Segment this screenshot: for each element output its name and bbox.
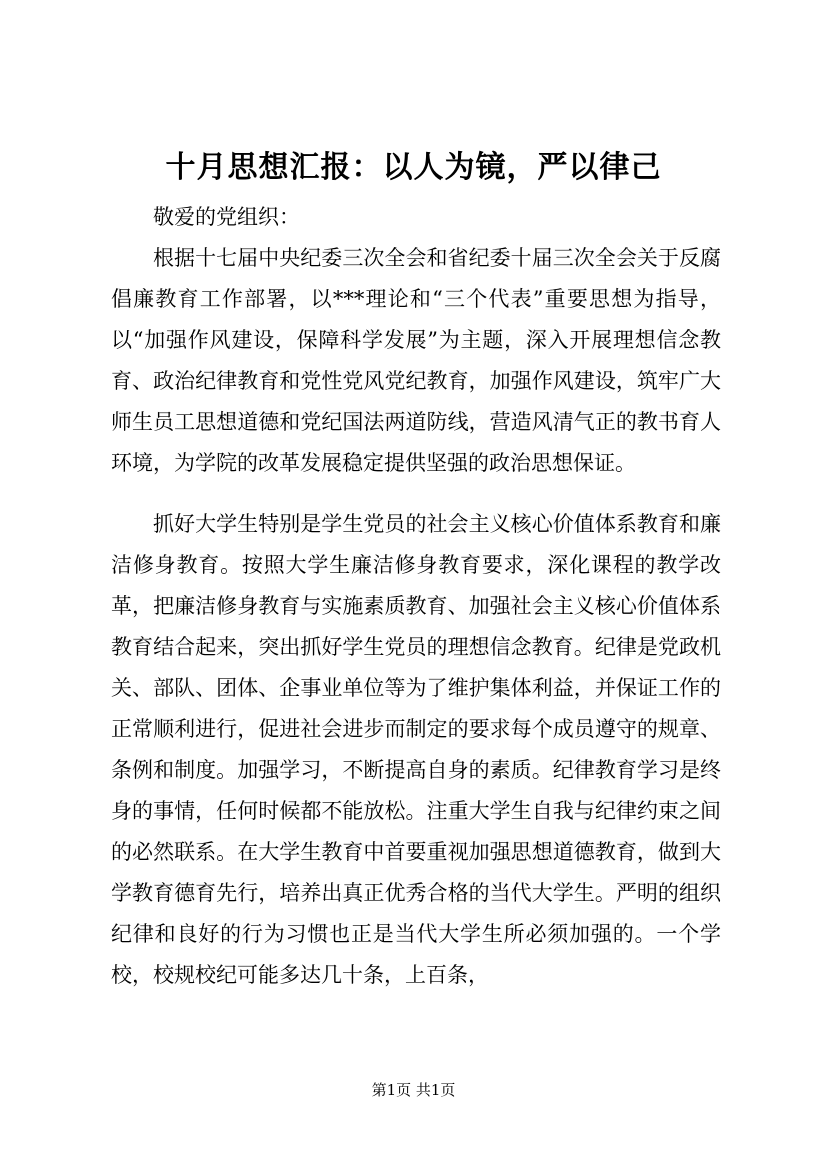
page-footer: 第1页 共1页	[371, 1081, 456, 1099]
paragraph-1: 根据十七届中央纪委三次全会和省纪委十届三次全会关于反腐倡廉教育工作部署，以***理论和“三个代表”重要思想为指导，以“加强作风建设，保障科学发展”为主题，深入开展理想信念教育、政治纪律教育和党性党风党纪教育，加强作风建设，筑牢广大师生员工思想道德和党纪国法两道防线，营造风清气正的教书育人环境，为学院的改革发展稳定提供坚强的政治思想保证。	[111, 246, 721, 475]
paragraph-2: 抓好大学生特别是学生党员的社会主义核心价值体系教育和廉洁修身教育。按照大学生廉洁修身教育要求，深化课程的教学改革，把廉洁修身教育与实施素质教育、加强社会主义核心价值体系教育结合起来，突出抓好学生党员的理想信念教育。纪律是党政机关、部队、团体、企事业单位等为了维护集体利益，并保证工作的正常顺利进行，促进社会进步而制定的要求每个成员遵守的规章、条例和制度。加强学习，不断提高自身的素质。纪律教育学习是终身的事情，任何时候都不能放松。注重大学生自我与纪律约束之间的必然联系。在大学生教育中首要重视加强思想道德教育，做到大学教育德育先行，培养出真正优秀合格的当代大学生。严明的组织纪律和良好的行为习惯也正是当代大学生所必须加强的。一个学校，校规校纪可能多达几十条，上百条，	[111, 512, 721, 987]
salutation: 敬爱的党组织：	[153, 205, 300, 229]
paragraph-spacer	[111, 484, 721, 504]
document-title: 十月思想汇报：以人为镜，严以律己	[165, 150, 662, 185]
document-body	[111, 197, 721, 996]
